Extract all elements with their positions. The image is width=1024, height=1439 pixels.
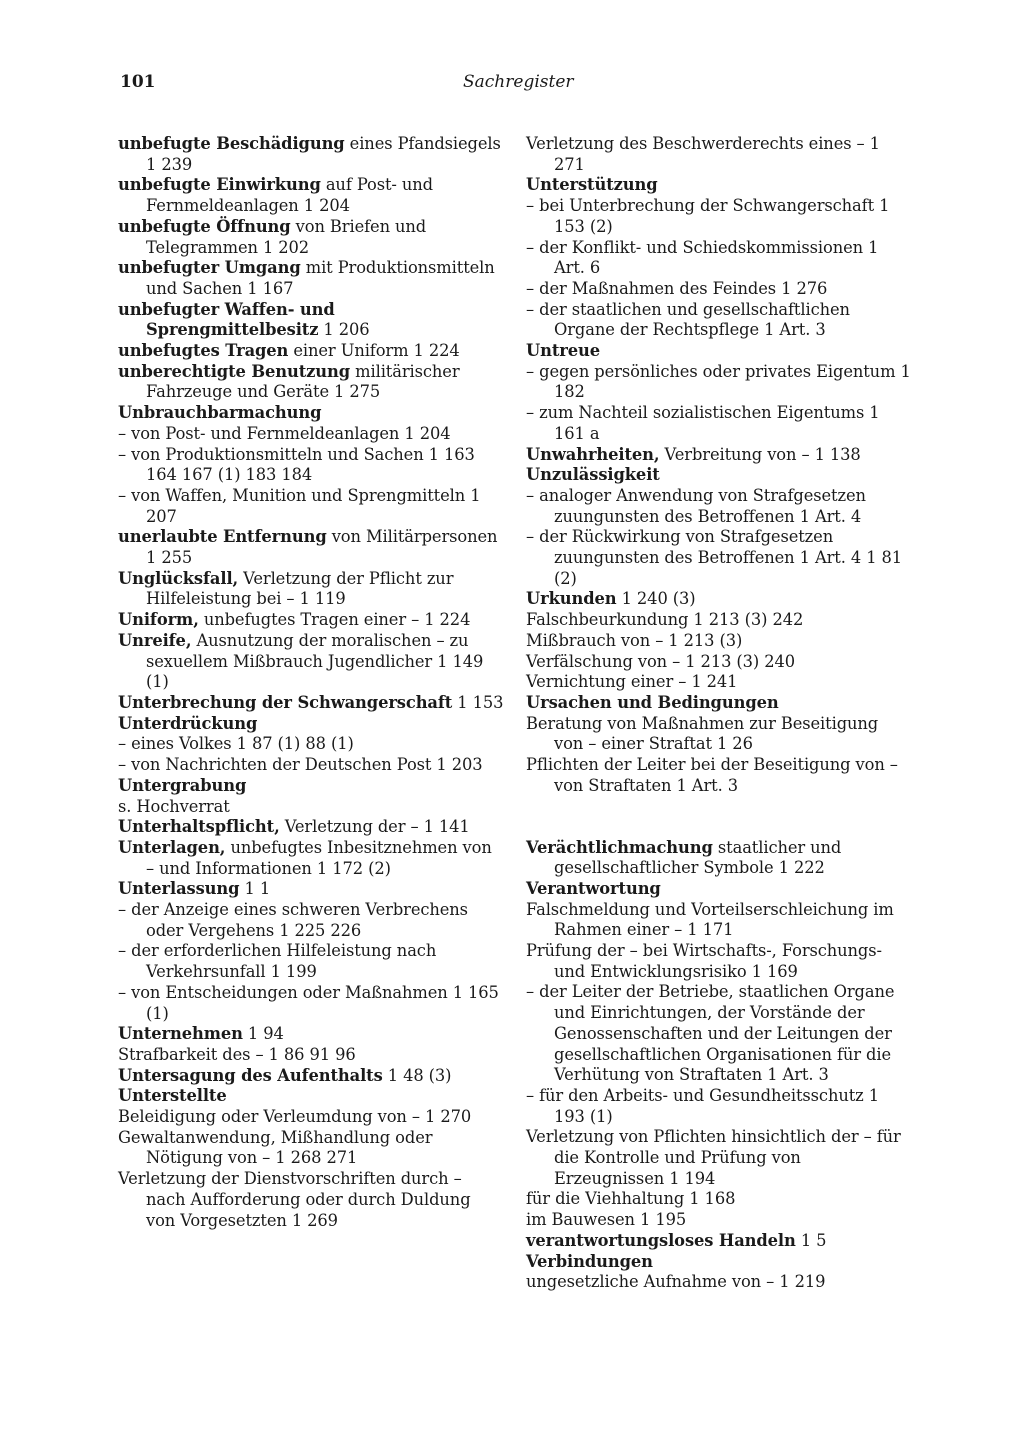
index-entry xyxy=(526,300,912,341)
index-entry xyxy=(118,1024,504,1045)
index-entry xyxy=(526,1252,912,1273)
index-entry xyxy=(526,755,912,796)
index-entry xyxy=(118,817,504,838)
index-entry xyxy=(118,734,504,755)
index-entry-text: – von Nachrichten der Deutschen Post 1 203 xyxy=(118,755,483,775)
index-entry-text: auf Post- und Fernmeldeanlagen 1 204 xyxy=(146,175,433,216)
index-entry xyxy=(526,982,912,1086)
index-entry-text: Mißbrauch von – 1 213 (3) xyxy=(526,630,743,650)
index-entry-heading: Verantwortung xyxy=(526,878,661,898)
index-entry xyxy=(526,279,912,300)
index-entry-heading: Untreue xyxy=(526,341,600,361)
index-entry-text: Ausnutzung der moralischen – zu sexuellem Mißbrauch Jugendlicher 1 149 (1) xyxy=(146,630,484,692)
index-entry-text: – von Waffen, Munition und Sprengmitteln 1 207 xyxy=(118,485,481,526)
index-entry xyxy=(118,755,504,776)
index-entry xyxy=(526,175,912,196)
index-entry-text: – der staatlichen und gesellschaftlichen Organe der Rechtspflege 1 Art. 3 xyxy=(526,299,850,340)
index-entry xyxy=(526,1210,912,1231)
index-entry-text: Verfälschung von – 1 213 (3) 240 xyxy=(526,651,796,671)
index-entry-text: – der Maßnahmen des Feindes 1 276 xyxy=(526,278,828,298)
index-entry-text: Prüfung der – bei Wirtschafts-, Forschungs- und Entwicklungsrisiko 1 169 xyxy=(526,941,882,981)
index-entry-text: – von Produktionsmitteln und Sachen 1 163 164 167 (1) 183 184 xyxy=(118,444,475,485)
index-entry xyxy=(118,424,504,445)
index-entry xyxy=(118,217,504,258)
index-entry xyxy=(526,1189,912,1210)
index-entry xyxy=(118,838,504,879)
running-head: Sachregister xyxy=(463,72,574,92)
index-entry-text: 1 94 xyxy=(242,1024,284,1044)
index-entry xyxy=(526,362,912,403)
index-entry-heading: Unterhaltspflicht, xyxy=(118,817,280,837)
index-entry-heading: Unternehmen xyxy=(118,1024,243,1044)
index-entry xyxy=(526,941,912,982)
index-entry-text: Beratung von Maßnahmen zur Beseitigung von – einer Straftat 1 26 xyxy=(526,713,879,754)
index-entry-heading: unberechtigte Benutzung xyxy=(118,361,351,381)
index-entry-heading: Untersagung des Aufenthalts xyxy=(118,1065,383,1085)
index-entry-text: im Bauwesen 1 195 xyxy=(526,1210,687,1230)
index-entry-text: – von Entscheidungen oder Maßnahmen 1 165 (1) xyxy=(118,982,499,1023)
index-entry xyxy=(118,300,504,341)
index-entry-heading: Unwahrheiten, xyxy=(526,444,660,464)
index-entry-text: – eines Volkes 1 87 (1) 88 (1) xyxy=(118,734,354,754)
index-entry xyxy=(118,1107,504,1128)
index-entry xyxy=(526,610,912,631)
index-entry-text: militärischer Fahrzeuge und Geräte 1 275 xyxy=(146,361,460,402)
index-entry-heading: unbefugte Beschädigung xyxy=(118,134,345,153)
index-entry-text: Falschbeurkundung 1 213 (3) 242 xyxy=(526,610,804,630)
index-entry-text: unbefugtes Inbesitznehmen von – und Informationen 1 172 (2) xyxy=(146,837,492,878)
index-entry-heading: Unreife, xyxy=(118,630,192,650)
index-entry xyxy=(118,486,504,527)
index-entry-text: – bei Unterbrechung der Schwangerschaft 1 153 (2) xyxy=(526,196,890,236)
index-entry-text: Verletzung der Dienstvorschriften durch – nach Aufforderung oder durch Duldung von Vorgesetzten 1 269 xyxy=(118,1169,471,1230)
index-entry-heading: Unterlagen, xyxy=(118,837,226,857)
index-entry xyxy=(526,134,912,175)
index-entry xyxy=(118,569,504,610)
index-entry xyxy=(118,900,504,941)
index-entry-text: – für den Arbeits- und Gesundheitsschutz 1 193 (1) xyxy=(526,1085,879,1126)
index-entry-text: unbefugtes Tragen einer – 1 224 xyxy=(198,610,471,630)
index-entry xyxy=(118,175,504,216)
index-entry xyxy=(526,900,912,941)
index-entry-text: – gegen persönliches oder privates Eigentum 1 182 xyxy=(526,361,911,402)
index-entry-text: von Militärpersonen 1 255 xyxy=(146,527,498,568)
index-entry-heading: Unterbrechung der Schwangerschaft xyxy=(118,692,453,712)
index-entry xyxy=(526,341,912,362)
index-entry-text: Falschmeldung und Vorteilserschleichung im Rahmen einer – 1 171 xyxy=(526,899,894,940)
index-entry xyxy=(526,1272,912,1293)
index-entry-text: Pflichten der Leiter bei der Beseitigung von – von Straftaten 1 Art. 3 xyxy=(526,755,898,795)
index-entry-heading: unbefugter Waffen- und Sprengmittelbesitz xyxy=(118,299,335,340)
index-entry-text: – der erforderlichen Hilfeleistung nach Verkehrsunfall 1 199 xyxy=(118,941,437,982)
index-entry-text: – der Anzeige eines schweren Verbrechens oder Vergehens 1 225 226 xyxy=(118,900,468,940)
index-entry xyxy=(118,693,504,714)
index-entry xyxy=(526,589,912,610)
index-entry-heading: unbefugte Einwirkung xyxy=(118,175,321,195)
index-entry-text: Verletzung der – 1 141 xyxy=(279,817,470,837)
section-gap xyxy=(526,797,912,838)
index-entry xyxy=(118,714,504,735)
index-entry-text: – analoger Anwendung von Strafgesetzen zuungunsten des Betroffenen 1 Art. 4 xyxy=(526,485,866,526)
index-entry-text: Verbreitung von – 1 138 xyxy=(659,444,861,464)
index-entry xyxy=(526,445,912,466)
index-entry-text: 1 5 xyxy=(795,1230,827,1250)
index-entry xyxy=(118,445,504,486)
index-entry-text: staatlicher und gesellschaftlicher Symbole 1 222 xyxy=(554,837,842,878)
index-entry-heading: unbefugtes Tragen xyxy=(118,341,289,361)
index-entry-heading: Unterstützung xyxy=(526,175,658,195)
index-entry-heading: Ursachen und Bedingungen xyxy=(526,692,779,712)
index-entry-heading: Unglücksfall, xyxy=(118,568,239,588)
index-entry xyxy=(118,879,504,900)
index-entry-text: 1 240 (3) xyxy=(616,589,696,609)
index-entry xyxy=(118,403,504,424)
index-entry xyxy=(526,879,912,900)
index-entry xyxy=(526,403,912,444)
index-entry xyxy=(118,631,504,693)
index-entry-heading: Untergrabung xyxy=(118,775,247,795)
index-entry-text: mit Produktionsmitteln und Sachen 1 167 xyxy=(146,258,495,298)
index-entry xyxy=(526,486,912,527)
index-entry xyxy=(118,1066,504,1087)
index-entry xyxy=(526,196,912,237)
index-entry-text: Gewaltanwendung, Mißhandlung oder Nötigung von – 1 268 271 xyxy=(118,1127,433,1168)
index-entry xyxy=(118,776,504,797)
index-entry-text: 1 48 (3) xyxy=(382,1065,452,1085)
index-entry-text: – zum Nachteil sozialistischen Eigentums 1 161 a xyxy=(526,403,880,443)
index-entry-heading: Unbrauchbarmachung xyxy=(118,403,322,423)
index-entry-heading: Uniform, xyxy=(118,610,199,630)
index-entry-heading: Urkunden xyxy=(526,589,617,609)
index-entry-text: – der Rückwirkung von Strafgesetzen zuungunsten des Betroffenen 1 Art. 4 1 81 (2) xyxy=(526,527,903,588)
index-entry xyxy=(526,238,912,279)
index-entry xyxy=(526,672,912,693)
index-entry xyxy=(118,983,504,1024)
index-entry-text: Strafbarkeit des – 1 86 91 96 xyxy=(118,1044,356,1064)
index-entry xyxy=(526,693,912,714)
index-entry-text: eines Pfandsiegels 1 239 xyxy=(146,134,501,174)
index-entry xyxy=(526,465,912,486)
index-entry-text: – der Konflikt- und Schiedskommissionen 1 Art. 6 xyxy=(526,237,879,278)
index-entry xyxy=(526,1231,912,1252)
index-entry xyxy=(118,134,504,175)
index-entry xyxy=(526,631,912,652)
index-entry-heading: Verächtlichmachung xyxy=(526,837,713,857)
index-entry xyxy=(118,1045,504,1066)
index-entry xyxy=(526,527,912,589)
index-entry-text: s. Hochverrat xyxy=(118,796,230,816)
right-column xyxy=(526,134,912,1293)
index-entry xyxy=(118,341,504,362)
index-entry-text: – der Leiter der Betriebe, staatlichen Organe und Einrichtungen, der Vorstände der Genossenschaften und der Leitungen der gesellschaftlichen Organisationen für die Verhütung von Straftaten 1 Art. 3 xyxy=(526,982,895,1085)
index-entry xyxy=(118,941,504,982)
index-entry-text: Verletzung der Pflicht zur Hilfeleistung bei – 1 119 xyxy=(146,568,454,609)
index-entry xyxy=(118,258,504,299)
index-entry-text: für die Viehhaltung 1 168 xyxy=(526,1189,736,1209)
index-entry xyxy=(526,714,912,755)
index-entry xyxy=(526,652,912,673)
index-entry-text: Verletzung des Beschwerderechts eines – 1 271 xyxy=(526,134,880,174)
index-entry xyxy=(118,362,504,403)
index-entry xyxy=(526,1127,912,1189)
index-entry-heading: unbefugte Öffnung xyxy=(118,216,291,236)
index-entry xyxy=(118,527,504,568)
index-entry-heading: Verbindungen xyxy=(526,1251,653,1271)
index-entry-heading: verantwortungsloses Handeln xyxy=(526,1230,796,1250)
index-entry-text: Beleidigung oder Verleumdung von – 1 270 xyxy=(118,1107,472,1127)
index-entry-heading: unbefugter Umgang xyxy=(118,258,301,278)
index-entry xyxy=(526,1086,912,1127)
index-entry-text: 1 1 xyxy=(239,879,271,899)
index-entry-heading: Unterlassung xyxy=(118,879,240,899)
index-entry-text: von Briefen und Telegrammen 1 202 xyxy=(146,216,427,257)
index-entry-text: Vernichtung einer – 1 241 xyxy=(526,672,738,692)
index-entry-text: 1 206 xyxy=(318,320,370,340)
index-entry-heading: Unterdrückung xyxy=(118,713,258,733)
index-entry-heading: unerlaubte Entfernung xyxy=(118,527,327,547)
index-entry-text: einer Uniform 1 224 xyxy=(288,341,460,361)
index-entry-text: Verletzung von Pflichten hinsichtlich der – für die Kontrolle und Prüfung von Erzeugnissen 1 194 xyxy=(526,1127,901,1188)
index-entry-text: ungesetzliche Aufnahme von – 1 219 xyxy=(526,1272,826,1292)
index-entry xyxy=(118,1128,504,1169)
left-column xyxy=(118,134,504,1231)
index-entry xyxy=(118,797,504,818)
index-entry-heading: Unterstellte xyxy=(118,1086,227,1106)
index-entry xyxy=(526,838,912,879)
index-entry-heading: Unzulässigkeit xyxy=(526,465,660,485)
index-entry-text: – von Post- und Fernmeldeanlagen 1 204 xyxy=(118,423,451,443)
index-entry-text: 1 153 xyxy=(452,692,504,712)
index-entry xyxy=(118,1169,504,1231)
index-entry xyxy=(118,610,504,631)
index-entry xyxy=(118,1086,504,1107)
page-number: 101 xyxy=(120,72,156,92)
